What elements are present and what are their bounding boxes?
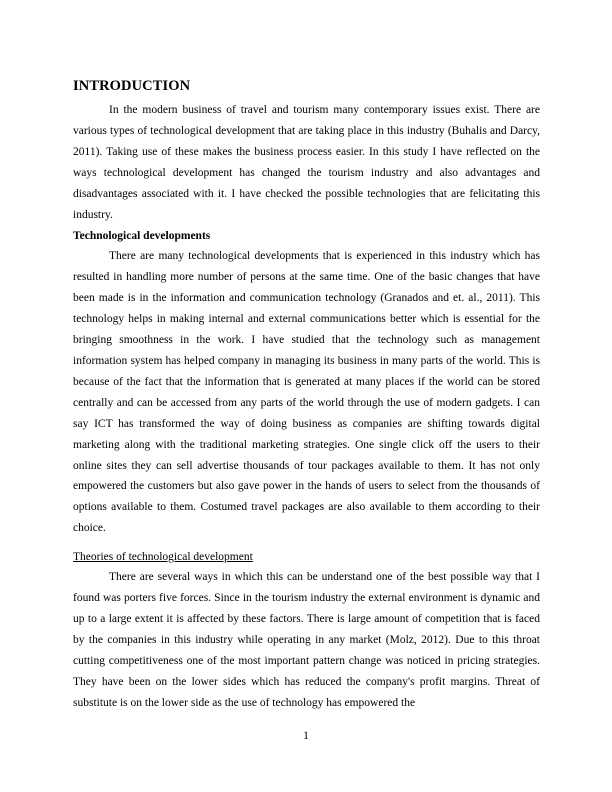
technological-developments-heading: Technological developments <box>73 230 211 243</box>
theories-heading: Theories of technological development <box>73 551 253 564</box>
introduction-heading: INTRODUCTION <box>73 78 191 94</box>
technological-developments-paragraph: There are many technological developments that is experienced in this industry which has resulted in handling more number of persons at the same time. One of the basic changes that have been made is in the information and communication technology (Granados and et. al., 2011). This technology helps in making internal and external communications better which is essential for the bringing smoothness in the work. I have studied that the technology such as management information system has helped company in managing its business in many parts of the world. This is because of the fact that the information that is generated at many places if the world can be stored centrally and can be accessed from any parts of the world through the use of modern gadgets. I can say ICT has transformed the way of doing business as companies are shifting towards digital marketing along with the traditional marketing strategies. One single click off the users to their online sites they can sell advertise thousands of tour packages available to them. It has not only empowered the customers but also gave power in the hands of users to select from the thousands of options available to them. Costumed travel packages are also available to them according to their choice. <box>73 250 540 535</box>
theories-paragraph: There are several ways in which this can be understand one of the best possible way that I found was porters five forces. Since in the tourism industry the external environment is dynamic and up to a large extent it is affected by these factors. There is large amount of competition that is faced by the companies in this industry while operating in any market (Molz, 2012). Due to this throat cutting competitiveness one of the most important pattern change was noticed in pricing strategies. They have been on the lower sides which has reduced the company's profit margins. Threat of substitute is on the lower side as the use of technology has empowered the <box>73 571 540 709</box>
page-number: 1 <box>303 730 309 742</box>
introduction-paragraph: In the modern business of travel and tourism many contemporary issues exist. There are various types of technological development that are taking place in this industry (Buhalis and Darcy, 2011). Taking use of these makes the business process easier. In this study I have reflected on the ways technological development has changed the tourism industry and also advantages and disadvantages associated with it. I have checked the possible technologies that are felicitating this industry. <box>73 104 540 221</box>
page-content <box>73 76 540 713</box>
